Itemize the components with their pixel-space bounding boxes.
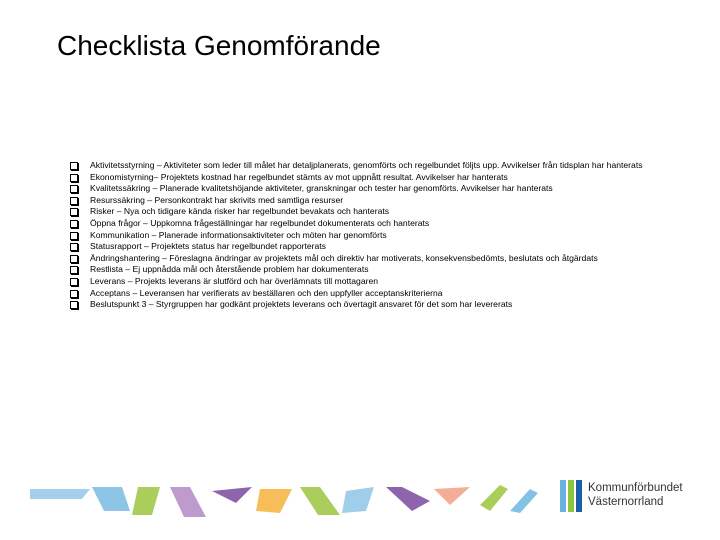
check-box-icon — [70, 174, 78, 182]
check-box-icon — [70, 255, 78, 263]
checklist-item-label: Ekonomistyrning– Projektets kostnad har regelbundet stämts av mot uppnått resultat. Avvikelser har hanterats — [90, 171, 508, 182]
organization-logo — [558, 478, 708, 518]
check-box-icon — [70, 290, 78, 298]
check-box-icon — [70, 197, 78, 205]
checklist-item-label: Kommunikation – Planerade informationsaktiviteter och möten har genomförts — [90, 229, 387, 240]
checklist-item — [70, 241, 692, 253]
checklist-item — [70, 288, 692, 300]
checklist — [70, 160, 692, 311]
check-box-icon — [70, 278, 78, 286]
check-box-icon — [70, 266, 78, 274]
slide-title: Checklista Genomförande — [57, 30, 381, 61]
kommunforbundet-logo-icon — [558, 478, 584, 514]
decorative-color-band — [30, 481, 550, 521]
checklist-item — [70, 253, 692, 265]
check-box-icon — [70, 185, 78, 193]
checklist-item-label: Beslutspunkt 3 – Styrgruppen har godkänt projektets leverans och övertagit ansvaret för det som har levererats — [90, 299, 513, 310]
checklist-item — [70, 230, 692, 242]
logo-text — [588, 481, 683, 509]
checklist-item-label: Öppna frågor – Uppkomna frågeställningar har regelbundet dokumenterats och hanterats — [90, 217, 430, 228]
checklist-item-label: Restlista – Ej uppnådda mål och återstående problem har dokumenterats — [90, 264, 369, 275]
checklist-item — [70, 299, 692, 311]
checklist-item — [70, 195, 692, 207]
check-box-icon — [70, 301, 78, 309]
checklist-item — [70, 206, 692, 218]
checklist-item — [70, 183, 692, 195]
checklist-item-label: Acceptans – Leveransen har verifierats av beställaren och den uppfyller acceptanskriterierna — [90, 287, 443, 298]
check-box-icon — [70, 243, 78, 251]
checklist-item-label: Aktivitetsstyrning – Aktiviteter som leder till målet har detaljplanerats, genomförts och regelbundet följts upp. Avvikelser från tidsplan har hanterats — [90, 160, 643, 170]
check-box-icon — [70, 162, 78, 170]
logo-line-1: Kommunförbundet — [588, 482, 683, 494]
checklist-item-label: Resurssäkring – Personkontrakt har skrivits med samtliga resurser — [90, 194, 344, 205]
checklist-item-label: Leverans – Projekts leverans är slutförd och har överlämnats till mottagaren — [90, 275, 379, 286]
checklist-item — [70, 218, 692, 230]
checklist-item — [70, 276, 692, 288]
checklist-item — [70, 172, 692, 184]
check-box-icon — [70, 232, 78, 240]
check-box-icon — [70, 208, 78, 216]
checklist-item — [70, 160, 692, 172]
checklist-item-label: Statusrapport – Projektets status har regelbundet rapporterats — [90, 241, 326, 252]
check-box-icon — [70, 220, 78, 228]
checklist-item — [70, 264, 692, 276]
logo-line-2: Västernorrland — [588, 496, 664, 508]
checklist-item-label: Risker – Nya och tidigare kända risker har regelbundet bevakats och hanterats — [90, 206, 390, 217]
checklist-item-label: Kvalitetssäkring – Planerade kvalitetshöjande aktiviteter, granskningar och tester har genomförts. Avvikelser har hanterats — [90, 183, 553, 194]
checklist-item-label: Ändringshantering – Föreslagna ändringar av projektets mål och direktiv har motiverats, konsekvensbedömts, beslutats och åtgärdats — [90, 252, 598, 263]
